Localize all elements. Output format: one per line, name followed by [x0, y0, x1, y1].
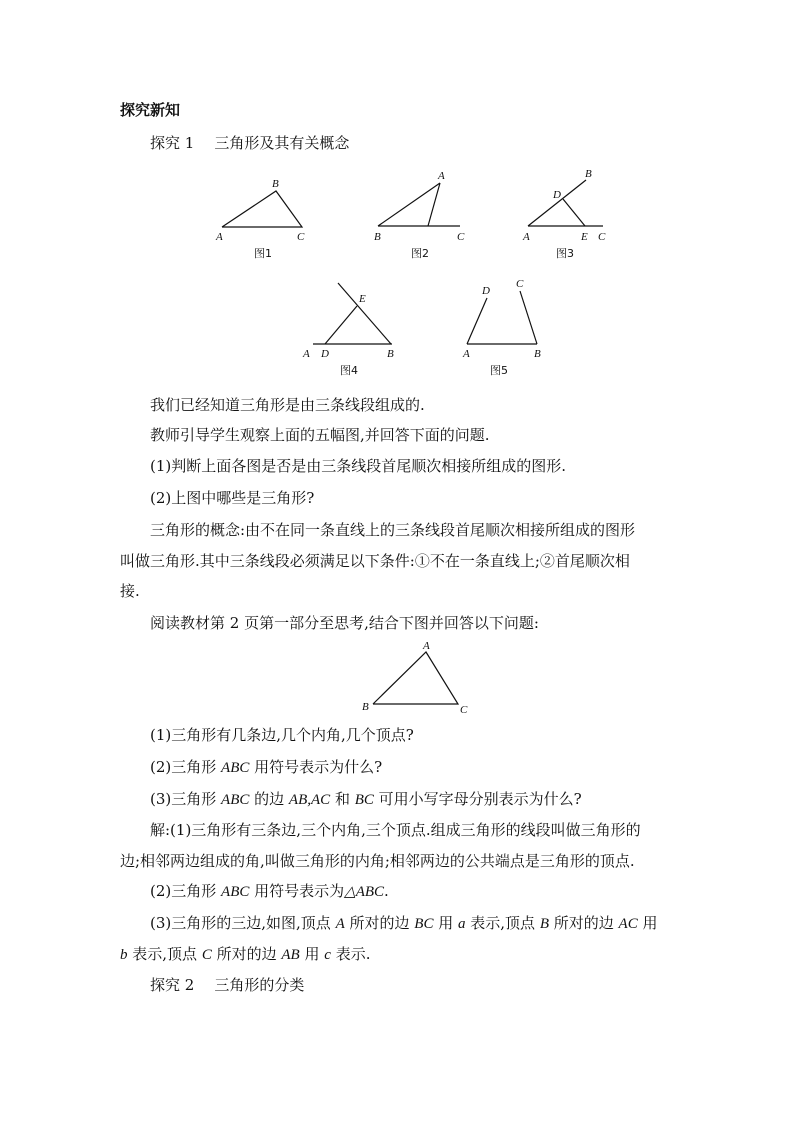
fig1-label-a: A [216, 231, 223, 243]
question-lowercase: (3)三角形 ABC 的边 AB,AC 和 BC 可用小写字母分别表示为什么? [150, 790, 582, 808]
section-title: 探究新知 [120, 101, 181, 119]
solution-3-line-1: (3)三角形的三边,如图,顶点 A 所对的边 BC 用 a 表示,顶点 B 所对的边 AC 用 [150, 914, 658, 932]
fig1-label-b: B [272, 178, 279, 190]
fig5-label-c: C [516, 278, 524, 290]
fig4-label-b: B [387, 348, 394, 360]
fig6-label-c: C [460, 704, 468, 716]
fig3-label-e: E [581, 231, 588, 243]
question-2: (2)上图中哪些是三角形? [150, 489, 315, 507]
fig6-triangle [373, 652, 458, 704]
paragraph-1: 我们已经知道三角形是由三条线段组成的. [150, 396, 425, 414]
fig2-caption: 图2 [411, 247, 429, 260]
fig6-label-b: B [362, 701, 369, 713]
concept-line-1: 三角形的概念:由不在同一条直线上的三条线段首尾顺次相接所组成的图形 [150, 521, 636, 539]
fig5-caption: 图5 [490, 364, 508, 377]
fig4-segments [313, 283, 392, 344]
fig1-label-c: C [297, 231, 305, 243]
question-symbol: (2)三角形 ABC 用符号表示为什么? [150, 758, 383, 776]
solution-1-line-1: 解:(1)三角形有三条边,三个内角,三个顶点.组成三角形的线段叫做三角形的 [150, 821, 641, 839]
question-1: (1)判断上面各图是否是由三条线段首尾顺次相接所组成的图形. [150, 457, 567, 475]
fig4-label-d: D [321, 348, 329, 360]
explore-2-title: 三角形的分类 [214, 976, 305, 994]
solution-2: (2)三角形 ABC 用符号表示为△ABC. [150, 882, 389, 900]
concept-line-2: 叫做三角形.其中三条线段必须满足以下条件:①不在一条直线上;②首尾顺次相 [120, 552, 630, 570]
fig5-label-a: A [463, 348, 470, 360]
explore-2-heading [150, 975, 676, 995]
fig4-label-e: E [359, 293, 366, 305]
solution-1-line-2: 边;相邻两边组成的角,叫做三角形的内角;相邻两边的公共端点是三角形的顶点. [120, 852, 635, 870]
fig1-triangle [222, 191, 302, 227]
fig3-label-d: D [553, 189, 561, 201]
paragraph-2: 教师引导学生观察上面的五幅图,并回答下面的问题. [150, 426, 490, 444]
fig6-label-a: A [423, 640, 430, 652]
fig2-label-a: A [438, 170, 445, 182]
fig4-caption: 图4 [340, 364, 358, 377]
fig4-label-a: A [303, 348, 310, 360]
solution-3-line-2: b 表示,顶点 C 所对的边 AB 用 c 表示. [120, 945, 371, 963]
fig3-label-c: C [598, 231, 606, 243]
concept-line-3: 接. [120, 582, 140, 600]
explore-1-label: 探究 1 [150, 134, 195, 152]
fig3-segments [528, 180, 603, 226]
fig2-label-c: C [457, 231, 465, 243]
explore-2-label: 探究 2 [150, 976, 195, 994]
explore-1-title: 三角形及其有关概念 [214, 134, 350, 152]
fig3-label-a: A [523, 231, 530, 243]
fig5-label-d: D [482, 285, 490, 297]
reading-instruction: 阅读教材第 2 页第一部分至思考,结合下图并回答以下问题: [150, 614, 539, 632]
fig5-segments [467, 291, 537, 344]
fig1-caption: 图1 [254, 247, 272, 260]
fig3-caption: 图3 [556, 247, 574, 260]
fig2-label-b: B [374, 231, 381, 243]
fig2-segments [378, 183, 460, 226]
question-sides: (1)三角形有几条边,几个内角,几个顶点? [150, 726, 414, 744]
fig5-label-b: B [534, 348, 541, 360]
fig3-label-b: B [585, 168, 592, 180]
